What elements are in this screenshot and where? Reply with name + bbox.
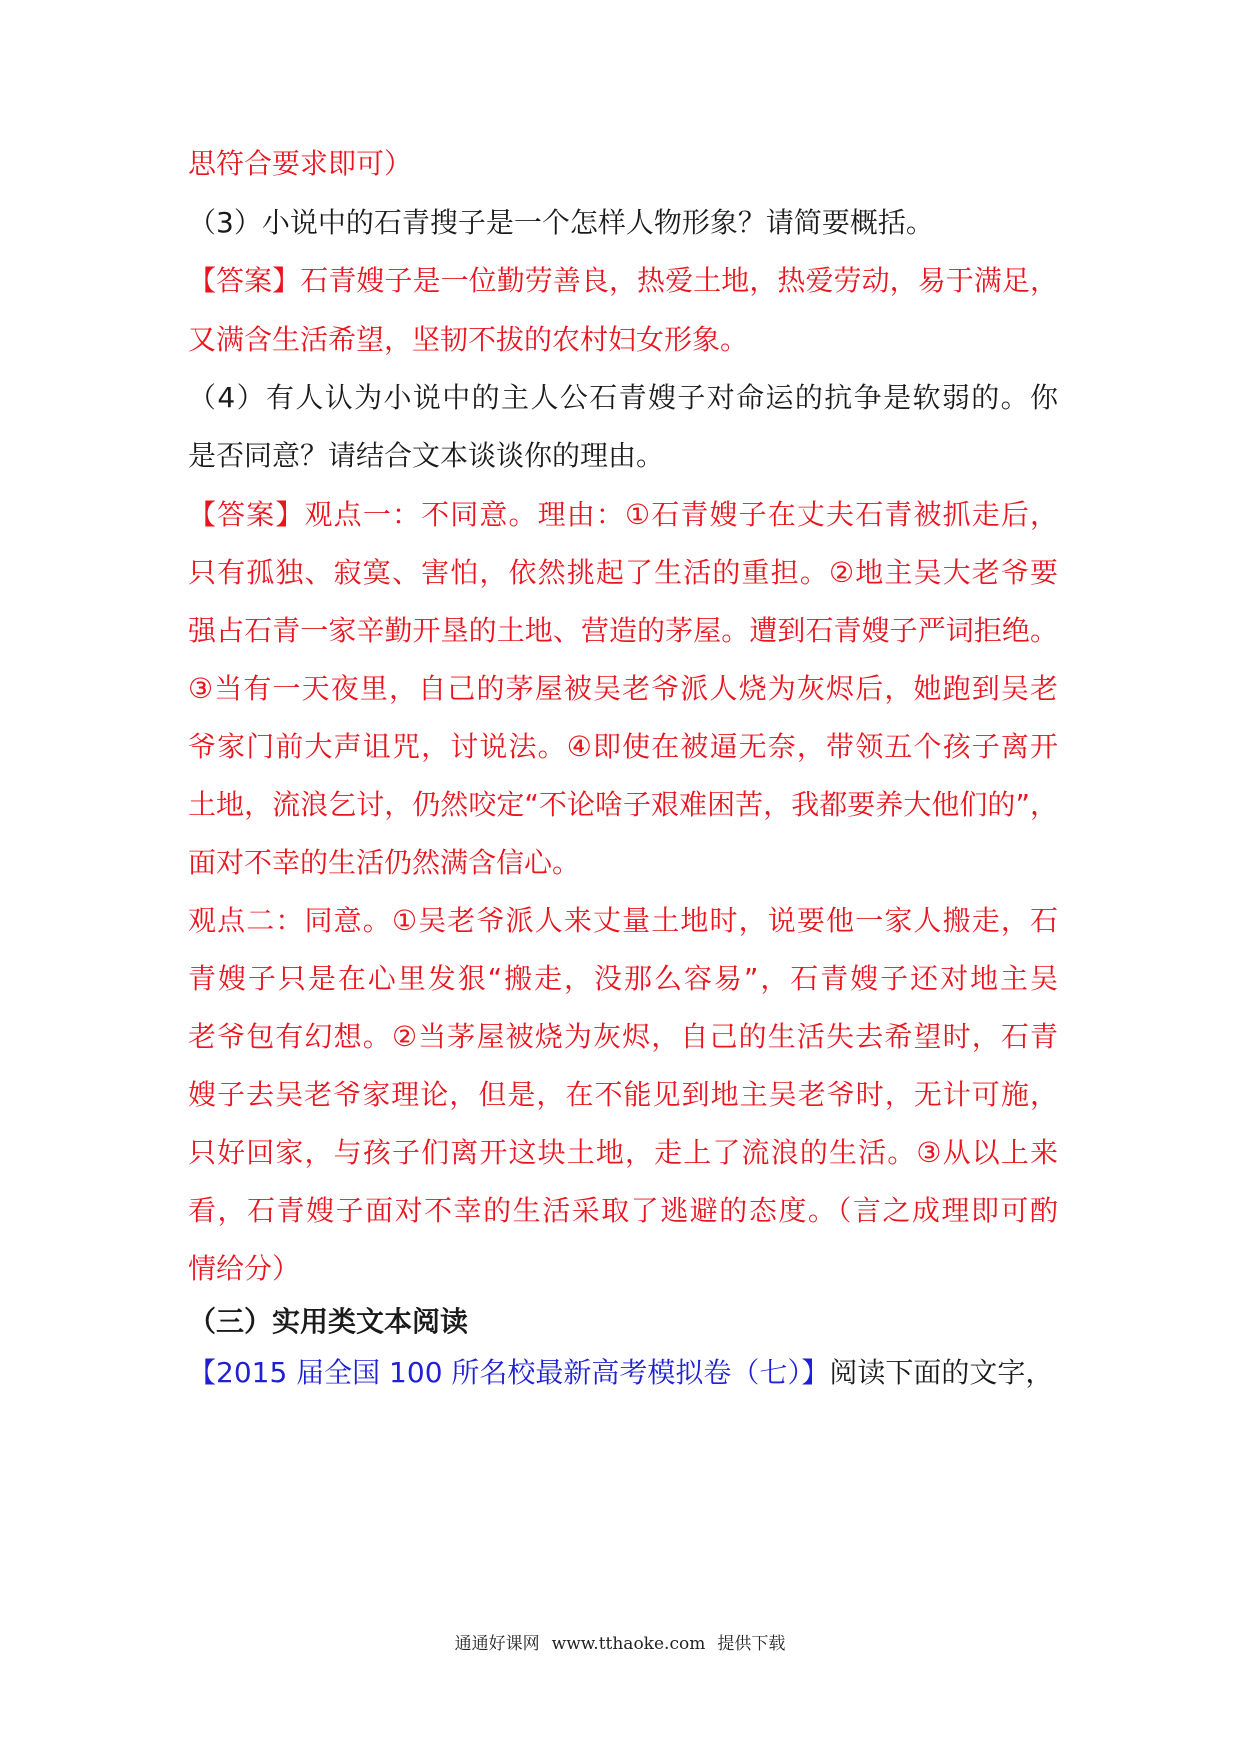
viewpoint-2-line-3: 老爷包有幻想。②当茅屋被烧为灰烬，自己的生活失去希望时，石青 — [188, 1020, 1058, 1053]
answer-label: 【答案】 — [188, 498, 305, 531]
footer-url[interactable]: www.tthaoke.com — [551, 1634, 706, 1654]
answer-3-line-1 — [188, 261, 1058, 301]
viewpoint-2-line-2: 青嫂子只是在心里发狠“搬走，没那么容易”，石青嫂子还对地主吴 — [188, 962, 1058, 995]
answer-4-line-7: 面对不幸的生活仍然满含信心。 — [188, 846, 581, 879]
question-3: （3）小说中的石青搜子是一个怎样人物形象？请简要概括。 — [188, 206, 934, 239]
viewpoint-2-line-4: 嫂子去吴老爷家理论，但是，在不能见到地主吴老爷时，无计可施， — [188, 1078, 1058, 1111]
question-4-line-2: 是否同意？请结合文本谈谈你的理由。 — [188, 439, 665, 472]
source-citation: 【2015 届全国 100 所名校最新高考模拟卷（七）】 — [188, 1356, 830, 1389]
page-footer — [0, 1632, 1240, 1656]
footer-site-name: 通通好课网 — [454, 1634, 540, 1654]
viewpoint-2-line-5: 只好回家，与孩子们离开这块土地，走上了流浪的生活。③从以上来 — [188, 1136, 1058, 1169]
answer-text: 观点一：不同意。理由：①石青嫂子在丈夫石青被抓走后， — [304, 498, 1058, 531]
answer-3-line-2: 又满含生活希望，坚韧不拔的农村妇女形象。 — [188, 323, 749, 356]
answer-label: 【答案】 — [188, 264, 301, 297]
answer-4-line-2: 只有孤独、寂寞、害怕，依然挑起了生活的重担。②地主吴大老爷要 — [188, 556, 1058, 589]
answer-4-line-5: 爷家门前大声诅咒，讨说法。④即使在被逼无奈，带领五个孩子离开 — [188, 730, 1058, 763]
answer-4-line-3: 强占石青一家辛勤开垦的土地、营造的茅屋。遭到石青嫂子严词拒绝。 — [188, 614, 1058, 647]
footer-note: 提供下载 — [717, 1634, 786, 1654]
answer-4-line-1 — [188, 495, 1058, 535]
answer-4-line-6: 土地，流浪乞讨，仍然咬定“不论啥子艰难困苦，我都要养大他们的”， — [188, 788, 1058, 821]
viewpoint-2-line-1: 观点二：同意。①吴老爷派人来丈量土地时，说要他一家人搬走，石 — [188, 904, 1058, 937]
answer-4-line-4: ③当有一天夜里，自己的茅屋被吴老爷派人烧为灰烬后，她跑到吴老 — [188, 672, 1058, 705]
viewpoint-2-line-7: 情给分） — [188, 1252, 301, 1285]
viewpoint-2-line-6: 看，石青嫂子面对不幸的生活采取了逃避的态度。（言之成理即可酌 — [188, 1194, 1058, 1227]
answer-text: 石青嫂子是一位勤劳善良，热爱土地，热爱劳动，易于满足， — [300, 264, 1058, 297]
section-heading: （三）实用类文本阅读 — [188, 1305, 469, 1338]
answer-continuation: 思符合要求即可） — [188, 147, 413, 180]
question-4-line-1: （4）有人认为小说中的主人公石青嫂子对命运的抗争是软弱的。你 — [188, 381, 1058, 414]
source-line — [188, 1353, 1058, 1393]
source-instruction: 阅读下面的文字， — [829, 1356, 1054, 1389]
